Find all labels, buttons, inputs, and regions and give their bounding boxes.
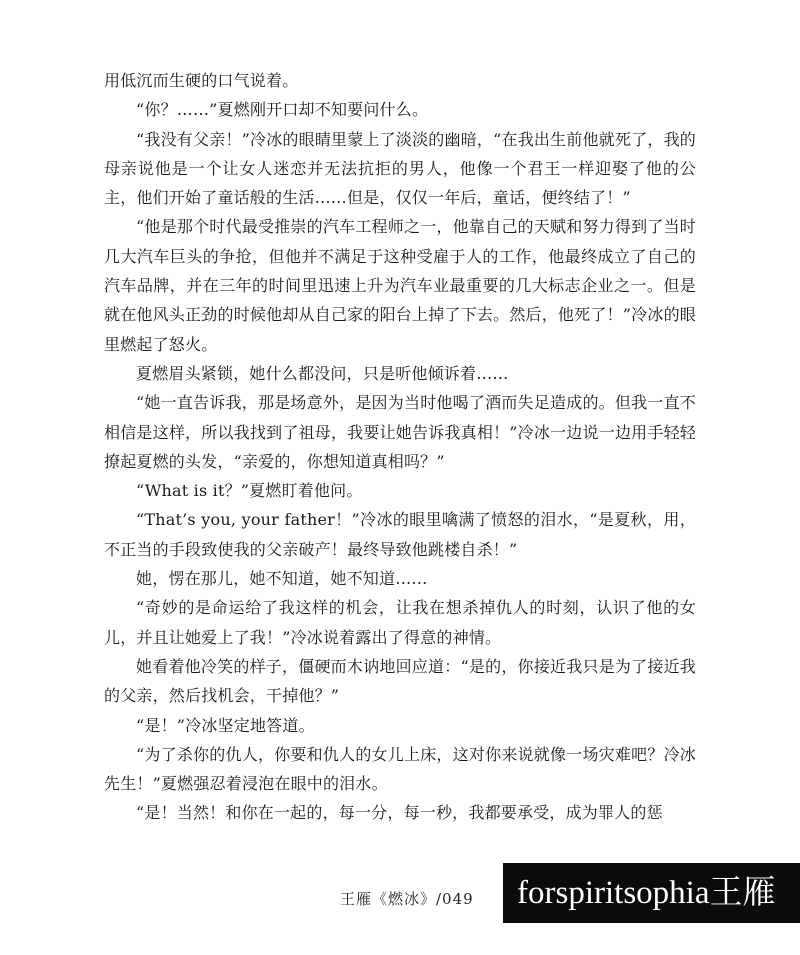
paragraph: “是！”冷冰坚定地答道。 — [136, 715, 315, 735]
watermark-banner: forspiritsophia王雁 — [503, 863, 800, 923]
paragraph: “我没有父亲！”冷冰的眼睛里蒙上了淡淡的幽暗，“在我出生前他就死了，我的母亲说他是一个让女人迷恋并无法抗拒的男人，他像一个君王一样迎娶了他的公主，他们开始了童话般的生活……但是，仅仅一年后，童话，便终结了！” — [104, 129, 696, 208]
body-text — [104, 66, 696, 828]
paragraph: 用低沉而生硬的口气说着。 — [104, 71, 299, 90]
paragraph: 她，愣在那儿，她不知道，她不知道…… — [136, 569, 428, 589]
paragraph: “他是那个时代最受推崇的汽车工程师之一，他靠自己的天赋和努力得到了当时几大汽车巨头的争抢，但他并不满足于这种受雇于人的工作，他最终成立了自己的汽车品牌，并在三年的时间里迅速上升为汽车业最重要的几大标志企业之一。但是就在他风头正劲的时候他却从自己家的阳台上掉了下去。然后，他死了！”冷冰的眼里燃起了怒火。 — [104, 217, 696, 354]
paragraph: 夏燃眉头紧锁，她什么都没问，只是听他倾诉着…… — [136, 363, 509, 383]
paragraph: 她看着他冷笑的样子，僵硬而木讷地回应道：“是的，你接近我只是为了接近我的父亲，然后找机会，干掉他？” — [104, 656, 696, 706]
paragraph: “是！当然！和你在一起的，每一分，每一秒，我都要承受，成为罪人的惩 — [136, 803, 663, 823]
paragraph: “你？……”夏燃刚开口却不知要问什么。 — [136, 100, 429, 120]
paragraph: “That’s you, your father！”冷冰的眼里噙满了愤怒的泪水，“是夏秋，用，不正当的手段致使我的父亲破产！最终导致他跳楼自杀！” — [104, 510, 696, 559]
paragraph: “为了杀你的仇人，你要和仇人的女儿上床，这对你来说就像一场灾难吧？冷冰先生！”夏燃强忍着浸泡在眼中的泪水。 — [104, 744, 696, 794]
paragraph: “What is it？”夏燃盯着他问。 — [136, 481, 363, 501]
page-footer: 王雁《燃冰》/049 — [340, 890, 474, 908]
paragraph: “她一直告诉我，那是场意外，是因为当时他喝了酒而失足造成的。但我一直不相信是这样，所以我找到了祖母，我要让她告诉我真相！”冷冰一边说一边用手轻轻撩起夏燃的头发，“亲爱的，你想知道真相吗？” — [104, 393, 696, 471]
paragraph: “奇妙的是命运给了我这样的机会，让我在想杀掉仇人的时刻，认识了他的女儿，并且让她爱上了我！”冷冰说着露出了得意的神情。 — [104, 598, 696, 647]
